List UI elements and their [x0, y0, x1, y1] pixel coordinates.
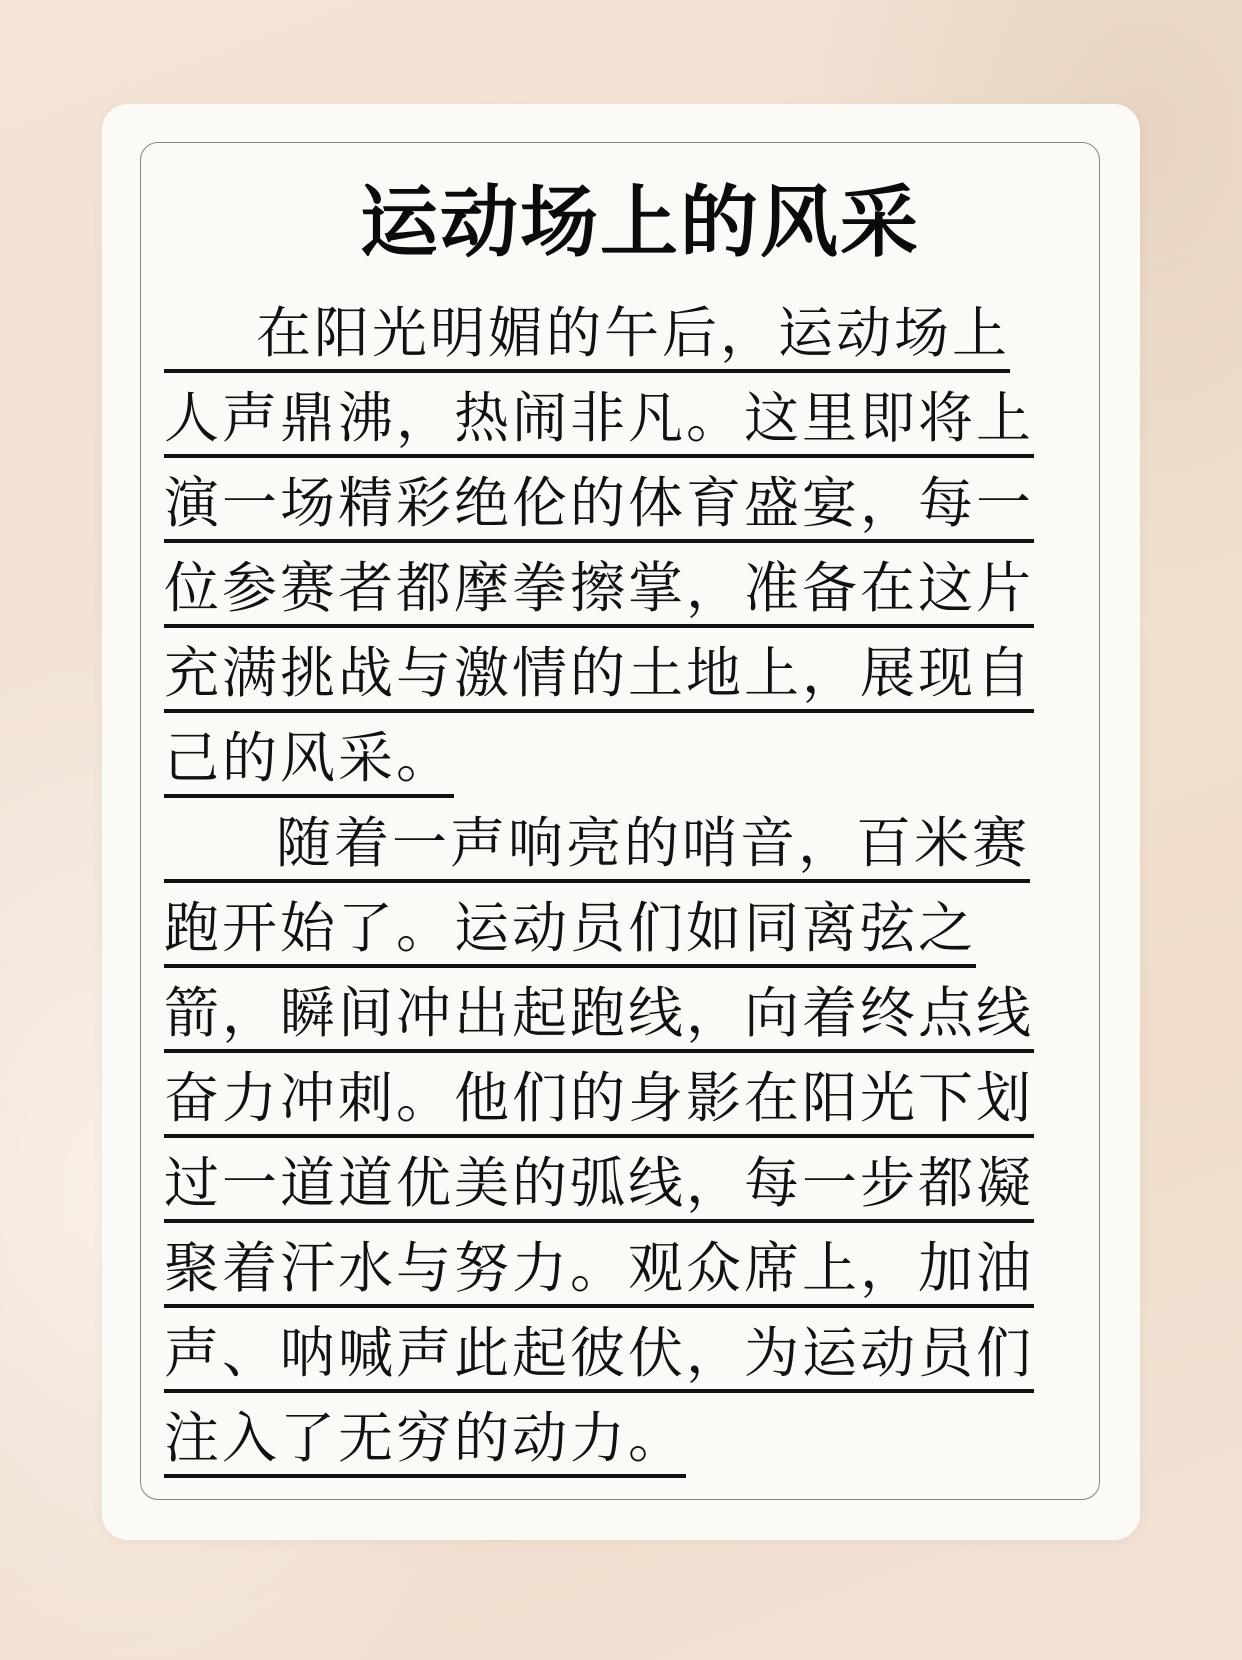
- paragraph-1-line-1: 在阳光明媚的午后，运动场上: [164, 291, 1066, 376]
- paragraph-1-line-4: 位参赛者都摩拳擦掌，准备在这片: [164, 546, 1066, 631]
- paragraph-2-line-1: 随着一声响亮的哨音，百米赛: [164, 801, 1066, 886]
- article-body: [164, 291, 1066, 1481]
- paragraph-2-line-6: 聚着汗水与努力。观众席上，加油: [164, 1226, 1066, 1311]
- paragraph-2-line-8: 注入了无穷的动力。: [164, 1396, 1066, 1481]
- paragraph-2-line-2: 跑开始了。运动员们如同离弦之: [164, 886, 1066, 971]
- paragraph-2-line-5: 过一道道优美的弧线，每一步都凝: [164, 1141, 1066, 1226]
- paragraph-1-line-5: 充满挑战与激情的土地上，展现自: [164, 631, 1066, 716]
- article-frame: [140, 142, 1100, 1500]
- paragraph-2-line-4: 奋力冲刺。他们的身影在阳光下划: [164, 1056, 1066, 1141]
- paragraph-1-line-2: 人声鼎沸，热闹非凡。这里即将上: [164, 376, 1066, 461]
- paragraph-2-line-3: 箭，瞬间冲出起跑线，向着终点线: [164, 971, 1066, 1056]
- paragraph-2-line-7: 声、呐喊声此起彼伏，为运动员们: [164, 1311, 1066, 1396]
- article-title: 运动场上的风采: [359, 178, 920, 268]
- paragraph-1-line-3: 演一场精彩绝伦的体育盛宴，每一: [164, 461, 1066, 546]
- paragraph-1-line-6: 己的风采。: [164, 716, 1066, 801]
- article-card: [102, 104, 1140, 1540]
